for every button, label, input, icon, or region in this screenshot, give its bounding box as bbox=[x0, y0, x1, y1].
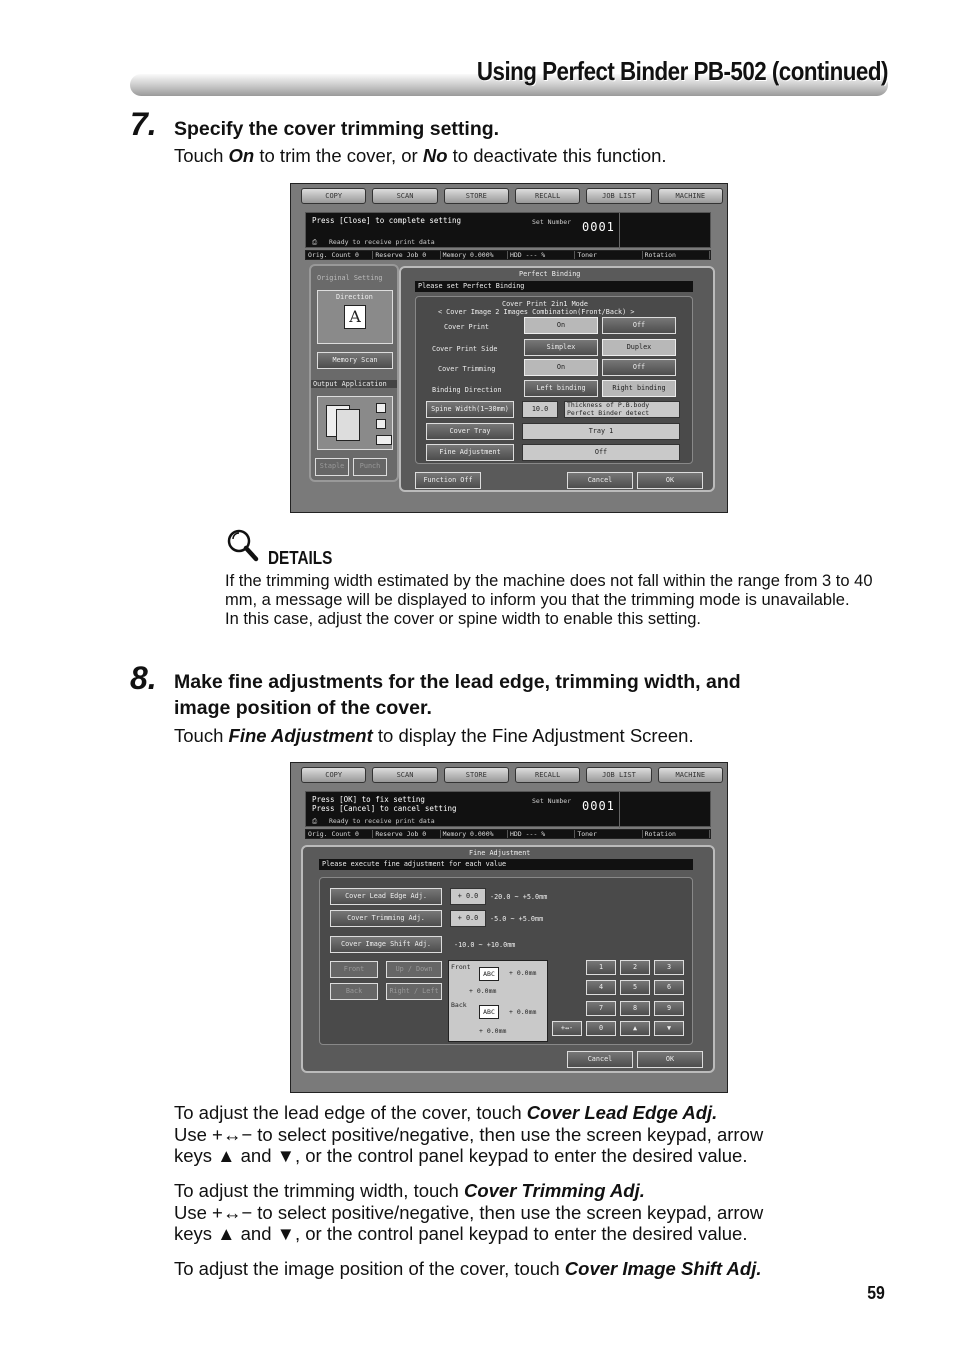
thickness-display: Thickness of P.B.body Perfect Binder detect bbox=[564, 401, 680, 418]
booklet-icon-back bbox=[336, 409, 360, 441]
cancel-button[interactable]: Cancel bbox=[567, 472, 633, 489]
punch-button[interactable]: Punch bbox=[353, 458, 387, 476]
page-number: 59 bbox=[867, 1283, 885, 1303]
reserve-job: Reserve Job 0 bbox=[373, 251, 440, 259]
cover-print-off-button[interactable]: Off bbox=[602, 317, 676, 334]
duplex-button[interactable]: Duplex bbox=[602, 339, 676, 356]
preview-back-page: ABC bbox=[479, 1005, 499, 1019]
panel-message-2: Please execute fine adjustment for each value bbox=[319, 859, 693, 870]
keypad-7[interactable]: 7 bbox=[586, 1001, 616, 1016]
set-number-value: 0001 bbox=[582, 220, 615, 234]
set-number-label-2: Set Number bbox=[532, 797, 572, 805]
tab-recall[interactable]: RECALL bbox=[515, 767, 580, 783]
cover-image-shift-adj-button[interactable]: Cover Image Shift Adj. bbox=[330, 936, 442, 953]
tray-value: Tray 1 bbox=[522, 423, 680, 440]
function-off-button[interactable]: Function Off bbox=[415, 472, 481, 489]
details-paragraph-2: In this case, adjust the cover or spine width to enable this setting. bbox=[225, 610, 702, 629]
cover-trimming-label: Cover Trimming bbox=[438, 365, 496, 373]
keypad-9[interactable]: 9 bbox=[654, 1001, 684, 1016]
set-number-label: Set Number bbox=[532, 218, 572, 226]
adjustment-area bbox=[319, 877, 693, 1045]
keypad-1[interactable]: 1 bbox=[586, 960, 616, 975]
tab-machine[interactable]: MACHINE bbox=[658, 188, 723, 204]
output-preview[interactable] bbox=[317, 396, 393, 450]
message-area-2 bbox=[305, 791, 711, 827]
magnifier-icon bbox=[224, 527, 260, 563]
preview-front-label: Front bbox=[451, 963, 471, 971]
cover-lead-edge-adj-button[interactable]: Cover Lead Edge Adj. bbox=[330, 888, 442, 905]
tab-job-list[interactable]: JOB LIST bbox=[586, 767, 651, 783]
fold-icon bbox=[376, 419, 386, 429]
panel-title: Perfect Binding bbox=[519, 270, 581, 278]
back-button[interactable]: Back bbox=[330, 983, 378, 1000]
hdd-status: HDD --- % bbox=[508, 830, 575, 838]
cover-trimming-on-button[interactable]: On bbox=[524, 359, 598, 376]
arrow-up-icon[interactable]: ▲ bbox=[620, 1021, 650, 1036]
keypad-3[interactable]: 3 bbox=[654, 960, 684, 975]
position-preview bbox=[448, 960, 548, 1042]
left-binding-button[interactable]: Left binding bbox=[524, 380, 598, 397]
keypad-4[interactable]: 4 bbox=[586, 980, 616, 995]
memory-scan-button[interactable]: Memory Scan bbox=[317, 352, 393, 369]
preview-back-shift-value: + 0.0mm bbox=[509, 1008, 537, 1016]
spine-width-button[interactable]: Spine Width(1~30mm) bbox=[426, 401, 514, 418]
toner-status: Toner bbox=[575, 251, 642, 259]
step-8-number: 8. bbox=[130, 660, 157, 696]
main-tabs bbox=[301, 188, 723, 204]
preview-back-trim-value: + 0.0mm bbox=[479, 1027, 507, 1035]
cover-print-side-label: Cover Print Side bbox=[432, 345, 498, 353]
direction-box[interactable] bbox=[317, 290, 393, 344]
original-setting-label: Original Setting bbox=[317, 274, 383, 282]
tab-job-list[interactable]: JOB LIST bbox=[586, 188, 651, 204]
keypad-2[interactable]: 2 bbox=[620, 960, 650, 975]
tab-recall[interactable]: RECALL bbox=[515, 188, 580, 204]
keypad-5[interactable]: 5 bbox=[620, 980, 650, 995]
trimming-paragraph: To adjust the trimming width, touch Cover Trimming Adj. Use +↔− to select positive/negative, then use the screen keypad, arrow keys ▲ and ▼, or the control panel keypad to enter the desired value. bbox=[174, 1180, 764, 1244]
keypad-6[interactable]: 6 bbox=[654, 980, 684, 995]
preview-back-label: Back bbox=[451, 1001, 467, 1009]
memory-status: Memory 0.000% bbox=[441, 830, 508, 838]
keypad-8[interactable]: 8 bbox=[620, 1001, 650, 1016]
step-7-title: Specify the cover trimming setting. bbox=[174, 118, 500, 140]
perfect-binding-panel bbox=[399, 266, 715, 492]
original-setting-panel bbox=[309, 264, 399, 482]
front-button[interactable]: Front bbox=[330, 961, 378, 978]
output-application-label: Output Application bbox=[311, 380, 397, 388]
divider bbox=[619, 213, 620, 249]
cover-print-label: Cover Print bbox=[444, 323, 490, 331]
ok-button-2[interactable]: OK bbox=[637, 1051, 703, 1068]
memory-status: Memory 0.000% bbox=[441, 251, 508, 259]
set-number-value-2: 0001 bbox=[582, 799, 615, 813]
panel-title-2: Fine Adjustment bbox=[469, 849, 531, 857]
right-binding-button[interactable]: Right binding bbox=[602, 380, 676, 397]
lead-edge-paragraph: To adjust the lead edge of the cover, touch Cover Lead Edge Adj. Use +↔− to select positive/negative, then use the screen keypad, arrow keys ▲ and ▼, or the control panel keypad to enter the desired value. bbox=[174, 1102, 764, 1166]
details-label: DETAILS bbox=[268, 548, 333, 568]
preview-front-trim-value: + 0.0mm bbox=[469, 987, 497, 995]
details-text bbox=[225, 572, 895, 630]
keypad-0[interactable]: 0 bbox=[586, 1021, 616, 1036]
perfect-binding-screen bbox=[290, 183, 728, 513]
tab-machine[interactable]: MACHINE bbox=[658, 767, 723, 783]
rotation-status: Rotation bbox=[643, 251, 710, 259]
preview-front-shift-value: + 0.0mm bbox=[509, 969, 537, 977]
cover-print-on-button[interactable]: On bbox=[524, 317, 598, 334]
fine-adjustment-button[interactable]: Fine Adjustment bbox=[426, 444, 514, 461]
image-shift-range: -10.0 ~ +10.0mm bbox=[454, 941, 516, 949]
tab-store[interactable]: STORE bbox=[444, 767, 509, 783]
message-area bbox=[305, 212, 711, 248]
step-8-title-1: Make fine adjustments for the lead edge, trimming width, and bbox=[174, 671, 741, 693]
up-down-button[interactable]: Up / Down bbox=[386, 961, 442, 978]
direction-icon: A bbox=[344, 305, 366, 329]
tab-scan[interactable]: SCAN bbox=[372, 767, 437, 783]
step-7-instruction: Touch On to trim the cover, or No to deactivate this function. bbox=[174, 145, 667, 166]
main-tabs-2 bbox=[301, 767, 723, 783]
orig-count: Orig. Count 0 bbox=[306, 830, 373, 838]
message-text: Press [Close] to complete setting bbox=[312, 216, 462, 225]
step-8-title-2: image position of the cover. bbox=[174, 697, 432, 719]
trimming-value: + 0.0 bbox=[450, 910, 486, 927]
cover-tray-button[interactable]: Cover Tray bbox=[426, 423, 514, 440]
arrow-down-icon[interactable]: ▼ bbox=[654, 1021, 684, 1036]
step-7-number: 7. bbox=[130, 106, 157, 142]
image-shift-paragraph: To adjust the image position of the cover, touch Cover Image Shift Adj. bbox=[174, 1258, 762, 1279]
ok-button[interactable]: OK bbox=[637, 472, 703, 489]
hdd-status: HDD --- % bbox=[508, 251, 575, 259]
direction-label: Direction bbox=[336, 293, 373, 301]
fine-adjustment-screen bbox=[290, 762, 728, 1093]
trimming-range: -5.0 ~ +5.0mm bbox=[490, 915, 544, 923]
panel-message: Please set Perfect Binding bbox=[415, 281, 693, 292]
fine-adjustment-panel bbox=[301, 845, 715, 1073]
cover-trimming-adj-button[interactable]: Cover Trimming Adj. bbox=[330, 910, 442, 927]
spine-width-value: 10.0 bbox=[522, 401, 558, 418]
mode-line-2: < Cover Image 2 Images Combination(Front/Back) > bbox=[438, 308, 635, 316]
details-paragraph-1: If the trimming width estimated by the machine does not fall within the range from 3 to 40 mm, a message will be displayed to inform you that the trimming mode is unavailable. bbox=[225, 572, 873, 610]
page-title: Using Perfect Binder PB-502 (continued) bbox=[477, 56, 888, 86]
cancel-button-2[interactable]: Cancel bbox=[567, 1051, 633, 1068]
step-8-instruction: Touch Fine Adjustment to display the Fine Adjustment Screen. bbox=[174, 725, 694, 746]
mode-line-1: Cover Print 2in1 Mode bbox=[502, 300, 588, 308]
tab-copy[interactable]: COPY bbox=[301, 767, 366, 783]
toner-status: Toner bbox=[575, 830, 642, 838]
tab-copy[interactable]: COPY bbox=[301, 188, 366, 204]
staple-icon bbox=[376, 403, 386, 413]
message-text-2: Press [OK] to fix setting Press [Cancel] to cancel setting bbox=[312, 795, 457, 813]
settings-area bbox=[415, 296, 693, 464]
staple-button[interactable]: Staple bbox=[315, 458, 349, 476]
divider-2 bbox=[619, 792, 620, 828]
rotation-status: Rotation bbox=[643, 830, 710, 838]
lead-edge-range: -20.0 ~ +5.0mm bbox=[490, 893, 548, 901]
binding-direction-label: Binding Direction bbox=[432, 386, 502, 394]
tab-store[interactable]: STORE bbox=[444, 188, 509, 204]
right-left-button[interactable]: Right / Left bbox=[386, 983, 442, 1000]
cover-trimming-off-button[interactable]: Off bbox=[602, 359, 676, 376]
plus-minus-button[interactable]: +↔- bbox=[552, 1021, 582, 1036]
ready-status-2: ⎙ Ready to receive print data bbox=[312, 817, 435, 825]
reserve-job: Reserve Job 0 bbox=[373, 830, 440, 838]
preview-front-page: ABC bbox=[479, 967, 499, 981]
tab-scan[interactable]: SCAN bbox=[372, 188, 437, 204]
ready-status: ⎙ Ready to receive print data bbox=[312, 238, 435, 246]
punch-icon bbox=[376, 435, 392, 445]
simplex-button[interactable]: Simplex bbox=[524, 339, 598, 356]
lead-edge-value: + 0.0 bbox=[450, 888, 486, 905]
status-bar bbox=[305, 250, 711, 260]
fine-adjustment-value: Off bbox=[522, 444, 680, 461]
orig-count: Orig. Count 0 bbox=[306, 251, 373, 259]
status-bar-2 bbox=[305, 829, 711, 839]
